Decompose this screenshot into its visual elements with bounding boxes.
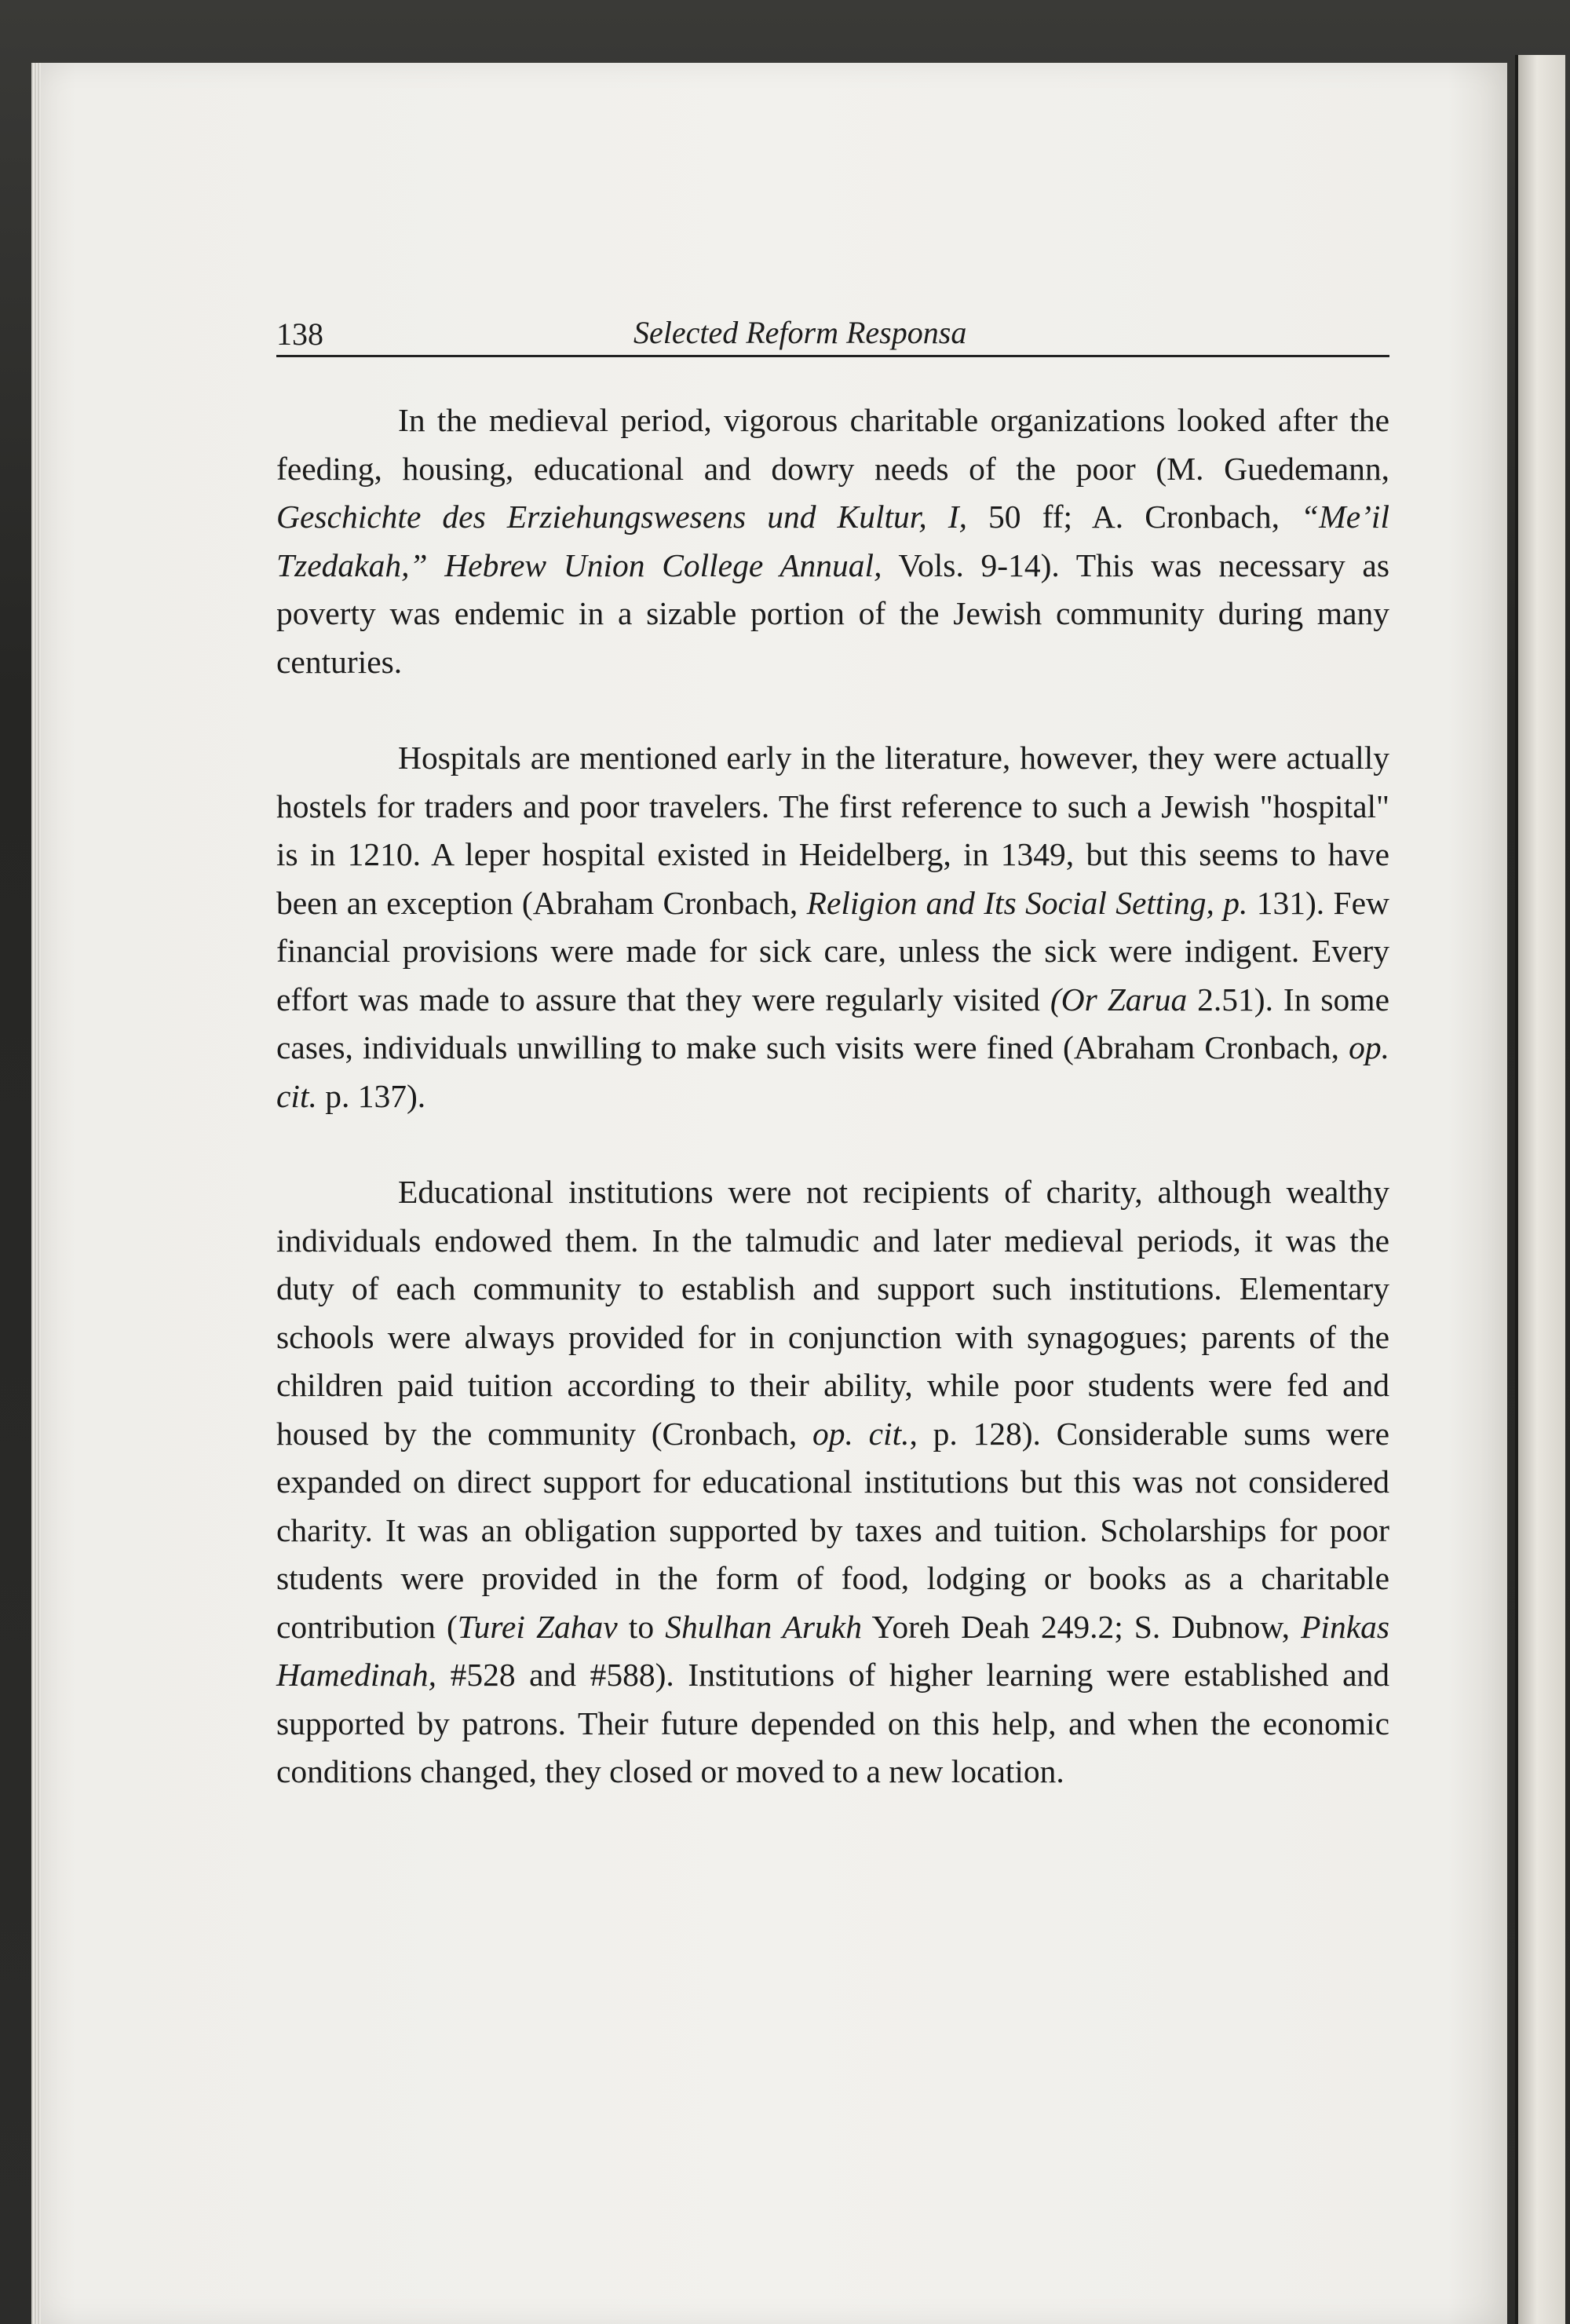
text-run: p. 137). bbox=[316, 1077, 426, 1114]
text-run: , p. 128). Considerable sums were expanded on direct support for educational institutions but this was not considered charity. It was an obligation supported by taxes and tuition. Scholarships for poor students were provided in the form of food, lodging or books as a charitable contribution ( bbox=[276, 1415, 1390, 1645]
citation-title: op. cit. bbox=[276, 1029, 1389, 1114]
next-page-edge bbox=[1515, 55, 1565, 2324]
paragraph-educational-institutions bbox=[276, 1168, 1389, 1796]
text-run: to bbox=[617, 1608, 666, 1645]
citation-title: (Or Zarua bbox=[1050, 981, 1188, 1018]
citation-title: Pinkas Hamedinah, bbox=[276, 1608, 1390, 1693]
text-run: Yoreh Deah 249.2; S. Dubnow, bbox=[861, 1608, 1302, 1645]
page-stack-edge bbox=[31, 63, 41, 2324]
citation-title: Turei Zahav bbox=[457, 1608, 618, 1645]
citation-title: op. cit. bbox=[812, 1415, 910, 1452]
text-run: Hospitals are mentioned early in the literature, however, they were actually hostels for traders and poor travelers. The first reference to such a Jewish "hospital" is in 1210. A leper hospital existed in Heidelberg, in 1349, but this seems to have been an exception (Abraham Cronbach, bbox=[276, 740, 1389, 921]
citation-title: “Me’il Tzedakah,” Hebrew Union College Annual, bbox=[276, 499, 1389, 583]
page-number: 138 bbox=[276, 316, 323, 352]
paragraph-hospitals bbox=[276, 734, 1389, 1120]
text-run: Educational institutions were not recipients of charity, although wealthy individuals endowed them. In the talmudic and later medieval periods, it was the duty of each community to establish and support such institutions. Elementary schools were always provided for in conjunction with synagogues; parents of the children paid tuition according to their ability, while poor students were fed and housed by the community (Cronbach, bbox=[276, 1174, 1389, 1452]
running-title: Selected Reform Responsa bbox=[633, 315, 967, 350]
paragraph-charitable-organizations bbox=[276, 396, 1389, 686]
text-run: 50 ff; A. Cronbach, bbox=[966, 499, 1302, 535]
citation-title: Shulhan Arukh bbox=[665, 1608, 862, 1645]
text-run: 131). Few financial provisions were made for sick care, unless the sick were indigent. Every effort was made to assure that they were regularly visited bbox=[276, 884, 1389, 1018]
running-head bbox=[276, 308, 1389, 357]
citation-title: Religion and Its Social Setting, p. bbox=[806, 884, 1248, 921]
citation-title: Geschichte des Erziehungswesens und Kultur, I, bbox=[276, 499, 967, 535]
text-run: Vols. 9-14). This was necessary as poverty was endemic in a sizable portion of the Jewish community during many centuries. bbox=[276, 546, 1389, 680]
text-run: #528 and #588). Institutions of higher learning were established and supported by patrons. Their future depended on this help, and when the economic conditions changed, they closed or moved to a new location. bbox=[276, 1657, 1389, 1789]
text-run: In the medieval period, vigorous charitable organizations looked after the feeding, housing, educational and dowry needs of the poor (M. Guedemann, bbox=[276, 402, 1389, 487]
text-run: 2.51). In some cases, individuals unwilling to make such visits were fined (Abraham Cronbach, bbox=[276, 981, 1389, 1065]
body-text bbox=[276, 396, 1389, 1796]
